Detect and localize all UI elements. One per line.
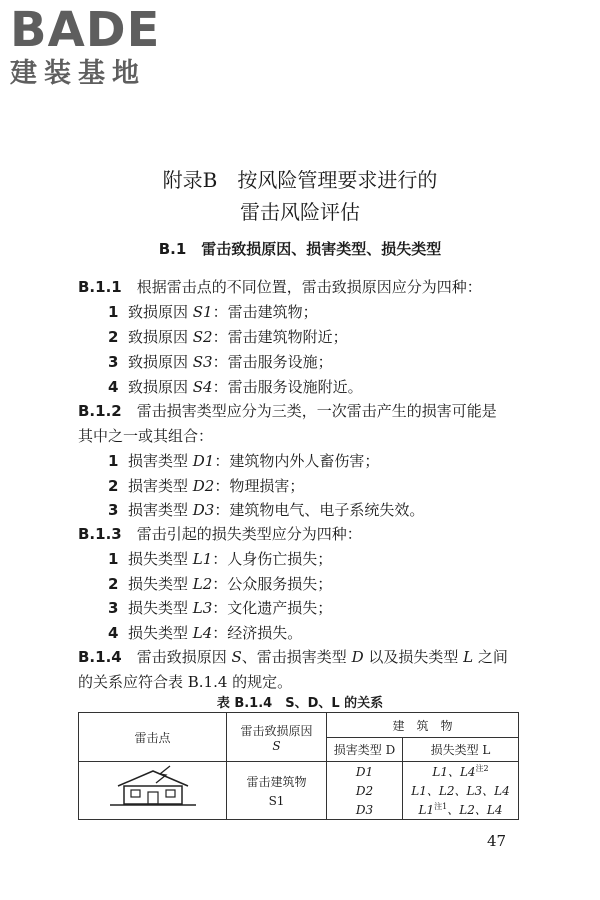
header-building: 建 筑 物 xyxy=(327,713,519,738)
clause-number: B.1.2 xyxy=(78,402,122,420)
logo-name: 建装基地 xyxy=(10,58,146,89)
section-heading: B.1 雷击致损原因、损害类型、损失类型 xyxy=(158,240,442,258)
table-row: 雷击建筑物 S1 D1 L1、L4$^{注2}$ xyxy=(79,762,519,782)
list-item: 2 损害类型 D2：物理损害； xyxy=(108,477,305,495)
clause-number: B.1.3 xyxy=(78,525,122,543)
clause-number: B.1.4 xyxy=(78,648,122,666)
list-item: 2 致损原因 S2：雷击建筑物附近； xyxy=(108,328,348,346)
header-strike-point: 雷击点 xyxy=(79,713,227,762)
building-lightning-icon xyxy=(108,764,198,814)
table-row: D2 L1、L2、L3、L4 xyxy=(79,781,519,800)
header-loss-type: 损失类型 L xyxy=(403,738,519,762)
list-item: 3 损失类型 L3：文化遗产损失； xyxy=(108,599,333,617)
clause-text: 根据雷击点的不同位置，雷击致损原因应分为四种： xyxy=(136,278,482,296)
list-item: 1 损害类型 D1：建筑物内外人畜伤害； xyxy=(108,452,380,470)
clause-b113 xyxy=(78,524,362,544)
table-row: D3 L1$^{注1}$、L2、L4 xyxy=(79,800,519,820)
list-item: 3 致损原因 S3：雷击服务设施； xyxy=(108,353,333,371)
clause-text: 雷击引起的损失类型应分为四种： xyxy=(136,525,362,543)
list-item: 4 致损原因 S4：雷击服务设施附近。 xyxy=(108,378,363,396)
clause-b112 xyxy=(78,401,497,421)
list-item: 1 致损原因 S1：雷击建筑物； xyxy=(108,303,318,321)
clause-text-continued: 的关系应符合表 B.1.4 的规定。 xyxy=(78,673,293,691)
clause-b111 xyxy=(78,277,482,297)
clause-number: B.1.1 xyxy=(78,278,122,296)
logo xyxy=(10,2,161,90)
logo-brand: BADE xyxy=(10,2,161,58)
list-item: 1 损失类型 L1：人身伤亡损失； xyxy=(108,550,333,568)
clause-text-continued: 其中之一或其组合： xyxy=(78,427,214,445)
header-damage-type: 损害类型 D xyxy=(327,738,403,762)
list-item: 4 损失类型 L4：经济损失。 xyxy=(108,624,303,642)
appendix-title-line1: 附录B 按风险管理要求进行的 xyxy=(162,168,438,192)
building-strike-cell xyxy=(79,762,227,820)
list-item: 2 损失类型 L2：公众服务损失； xyxy=(108,575,333,593)
clause-b114: B.1.4 雷击致损原因 S、雷击损害类型 D 以及损失类型 L 之间 xyxy=(78,648,508,666)
header-cause: 雷击致损原因 S xyxy=(227,713,327,762)
appendix-title-line2: 雷击风险评估 xyxy=(240,200,360,224)
page-number: 47 xyxy=(487,832,507,850)
list-item: 3 损害类型 D3：建筑物电气、电子系统失效。 xyxy=(108,501,425,519)
table-caption: 表 B.1.4 S、D、L 的关系 xyxy=(216,696,384,711)
relation-table xyxy=(78,712,519,820)
clause-text: 雷击损害类型应分为三类，一次雷击产生的损害可能是 xyxy=(136,402,497,420)
cause-s1-cell: 雷击建筑物 S1 xyxy=(227,762,327,820)
